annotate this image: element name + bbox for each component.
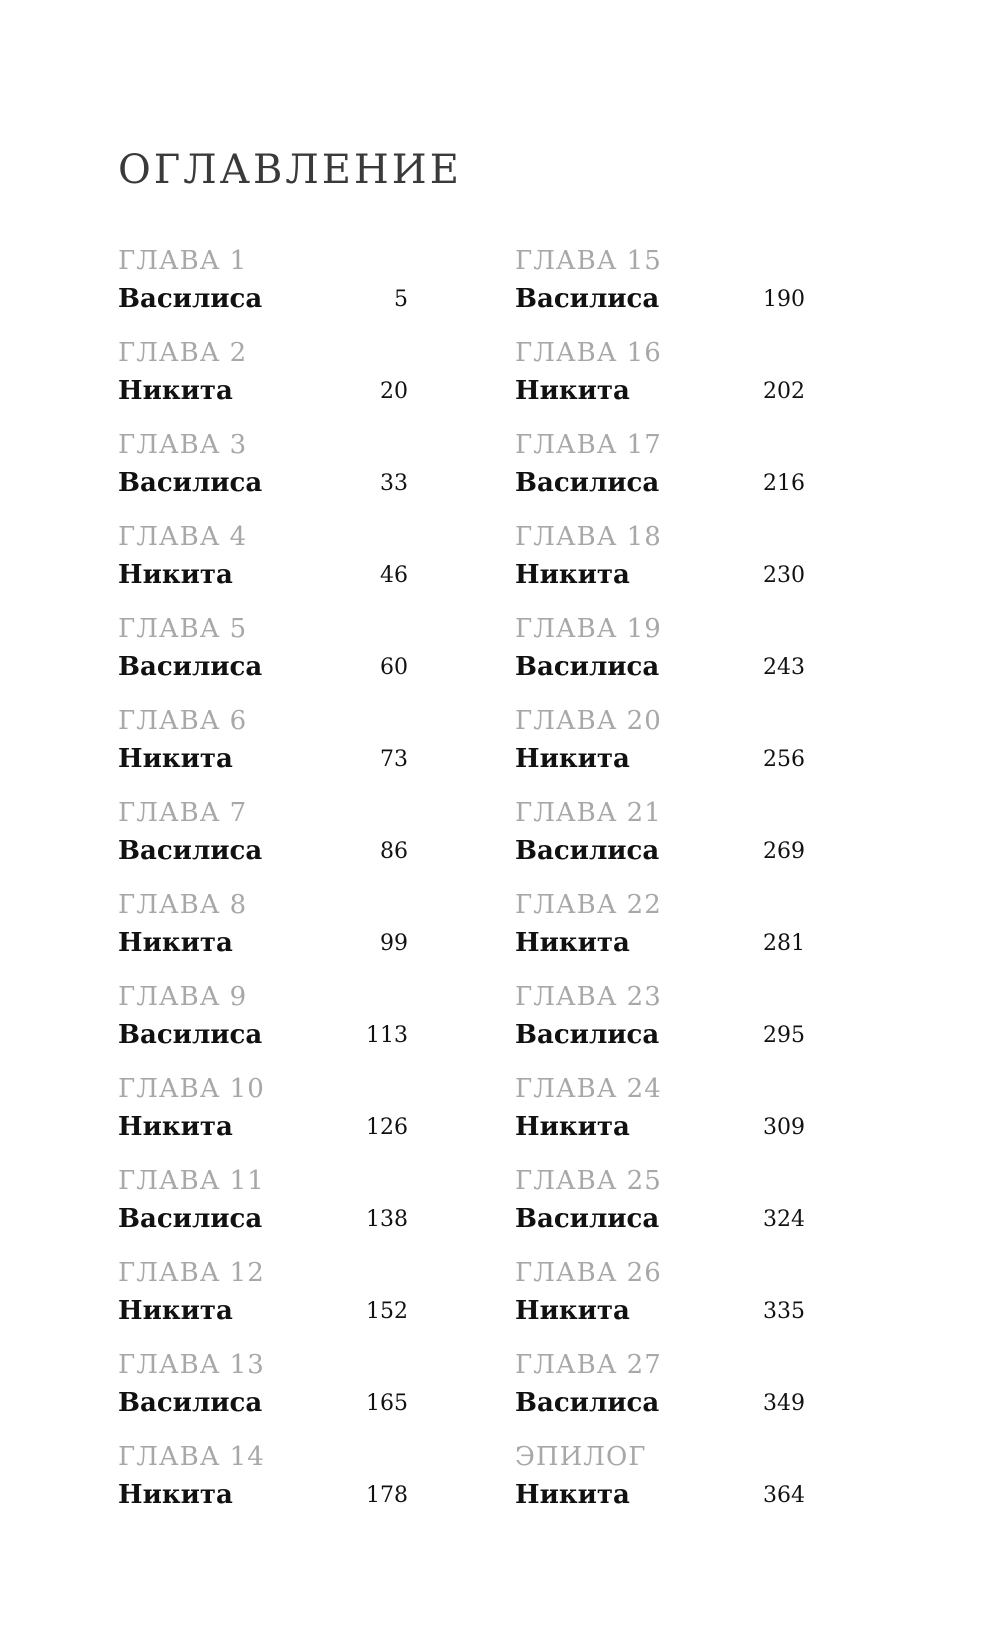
toc-entry[interactable] xyxy=(515,976,805,1068)
toc-entry[interactable] xyxy=(515,1068,805,1160)
toc-column-left xyxy=(118,240,408,1528)
toc-entry[interactable] xyxy=(118,1160,408,1252)
toc-entry[interactable] xyxy=(515,608,805,700)
chapter-label: ГЛАВА 15 xyxy=(515,246,662,276)
chapter-label: ГЛАВА 3 xyxy=(118,430,248,460)
narrator-name: Никита xyxy=(118,928,233,958)
narrator-name: Никита xyxy=(118,744,233,774)
chapter-label: ГЛАВА 26 xyxy=(515,1258,662,1288)
chapter-label: ГЛАВА 2 xyxy=(118,338,248,368)
toc-entry[interactable] xyxy=(118,1252,408,1344)
page-number: 33 xyxy=(380,471,408,496)
page-number: 295 xyxy=(763,1023,805,1048)
page-number: 46 xyxy=(380,563,408,588)
page-number: 60 xyxy=(380,655,408,680)
page-number: 243 xyxy=(763,655,805,680)
chapter-label: ГЛАВА 4 xyxy=(118,522,248,552)
narrator-name: Василиса xyxy=(118,1388,263,1418)
page-number: 269 xyxy=(763,839,805,864)
narrator-name: Никита xyxy=(515,376,630,406)
page-number: 256 xyxy=(763,747,805,772)
narrator-name: Никита xyxy=(118,560,233,590)
toc-entry[interactable] xyxy=(118,1068,408,1160)
chapter-label: ГЛАВА 14 xyxy=(118,1442,265,1472)
page-number: 324 xyxy=(763,1207,805,1232)
toc-entry[interactable] xyxy=(515,1252,805,1344)
toc-entry[interactable] xyxy=(118,792,408,884)
chapter-label: ГЛАВА 10 xyxy=(118,1074,265,1104)
chapter-label: ГЛАВА 1 xyxy=(118,246,248,276)
toc-entry[interactable] xyxy=(118,424,408,516)
page-number: 138 xyxy=(366,1207,408,1232)
toc-entry[interactable] xyxy=(515,1436,805,1528)
chapter-label: ГЛАВА 17 xyxy=(515,430,662,460)
narrator-name: Василиса xyxy=(118,284,263,314)
narrator-name: Василиса xyxy=(515,1020,660,1050)
page-number: 152 xyxy=(366,1299,408,1324)
chapter-label: ГЛАВА 6 xyxy=(118,706,248,736)
narrator-name: Никита xyxy=(515,560,630,590)
page-number: 202 xyxy=(763,379,805,404)
page-number: 335 xyxy=(763,1299,805,1324)
toc-column-right xyxy=(515,240,805,1528)
narrator-name: Василиса xyxy=(118,836,263,866)
chapter-label: ГЛАВА 8 xyxy=(118,890,248,920)
toc-entry[interactable] xyxy=(118,240,408,332)
page-number: 190 xyxy=(763,287,805,312)
narrator-name: Василиса xyxy=(118,1020,263,1050)
page-number: 281 xyxy=(763,931,805,956)
toc-entry[interactable] xyxy=(515,332,805,424)
chapter-label: ГЛАВА 7 xyxy=(118,798,248,828)
page-number: 99 xyxy=(380,931,408,956)
toc-entry[interactable] xyxy=(515,1344,805,1436)
chapter-label: ЭПИЛОГ xyxy=(515,1442,647,1472)
chapter-label: ГЛАВА 12 xyxy=(118,1258,265,1288)
chapter-label: ГЛАВА 18 xyxy=(515,522,662,552)
narrator-name: Никита xyxy=(118,1296,233,1326)
page-number: 216 xyxy=(763,471,805,496)
toc-entry[interactable] xyxy=(118,700,408,792)
page-number: 73 xyxy=(380,747,408,772)
toc-entry[interactable] xyxy=(515,1160,805,1252)
narrator-name: Никита xyxy=(118,376,233,406)
toc-entry[interactable] xyxy=(118,976,408,1068)
chapter-label: ГЛАВА 9 xyxy=(118,982,248,1012)
toc-entry[interactable] xyxy=(118,884,408,976)
page-number: 230 xyxy=(763,563,805,588)
page-number: 309 xyxy=(763,1115,805,1140)
page-number: 20 xyxy=(380,379,408,404)
narrator-name: Никита xyxy=(515,1480,630,1510)
narrator-name: Никита xyxy=(515,928,630,958)
page-title: ОГЛАВЛЕНИЕ xyxy=(118,147,462,193)
toc-entry[interactable] xyxy=(118,608,408,700)
toc-entry[interactable] xyxy=(515,516,805,608)
chapter-label: ГЛАВА 16 xyxy=(515,338,662,368)
page-number: 349 xyxy=(763,1391,805,1416)
toc-entry[interactable] xyxy=(515,240,805,332)
toc-entry[interactable] xyxy=(118,516,408,608)
narrator-name: Василиса xyxy=(515,1388,660,1418)
toc-entry[interactable] xyxy=(515,884,805,976)
narrator-name: Василиса xyxy=(118,468,263,498)
chapter-label: ГЛАВА 24 xyxy=(515,1074,662,1104)
chapter-label: ГЛАВА 19 xyxy=(515,614,662,644)
chapter-label: ГЛАВА 22 xyxy=(515,890,662,920)
toc-entry[interactable] xyxy=(118,1344,408,1436)
narrator-name: Никита xyxy=(515,744,630,774)
chapter-label: ГЛАВА 20 xyxy=(515,706,662,736)
narrator-name: Василиса xyxy=(515,468,660,498)
page-number: 178 xyxy=(366,1483,408,1508)
page-number: 126 xyxy=(366,1115,408,1140)
chapter-label: ГЛАВА 25 xyxy=(515,1166,662,1196)
narrator-name: Никита xyxy=(118,1112,233,1142)
page-number: 113 xyxy=(366,1023,408,1048)
page-number: 364 xyxy=(763,1483,805,1508)
chapter-label: ГЛАВА 5 xyxy=(118,614,248,644)
chapter-label: ГЛАВА 11 xyxy=(118,1166,265,1196)
narrator-name: Василиса xyxy=(118,1204,263,1234)
chapter-label: ГЛАВА 13 xyxy=(118,1350,265,1380)
page-number: 5 xyxy=(394,287,408,312)
toc-entry[interactable] xyxy=(118,1436,408,1528)
toc-entry[interactable] xyxy=(515,792,805,884)
narrator-name: Василиса xyxy=(515,652,660,682)
page-number: 86 xyxy=(380,839,408,864)
narrator-name: Никита xyxy=(515,1112,630,1142)
narrator-name: Василиса xyxy=(515,284,660,314)
narrator-name: Никита xyxy=(515,1296,630,1326)
toc-entry[interactable] xyxy=(118,332,408,424)
narrator-name: Василиса xyxy=(515,1204,660,1234)
narrator-name: Василиса xyxy=(515,836,660,866)
narrator-name: Василиса xyxy=(118,652,263,682)
toc-entry[interactable] xyxy=(515,700,805,792)
chapter-label: ГЛАВА 21 xyxy=(515,798,662,828)
chapter-label: ГЛАВА 23 xyxy=(515,982,662,1012)
toc-entry[interactable] xyxy=(515,424,805,516)
narrator-name: Никита xyxy=(118,1480,233,1510)
page-number: 165 xyxy=(366,1391,408,1416)
chapter-label: ГЛАВА 27 xyxy=(515,1350,662,1380)
